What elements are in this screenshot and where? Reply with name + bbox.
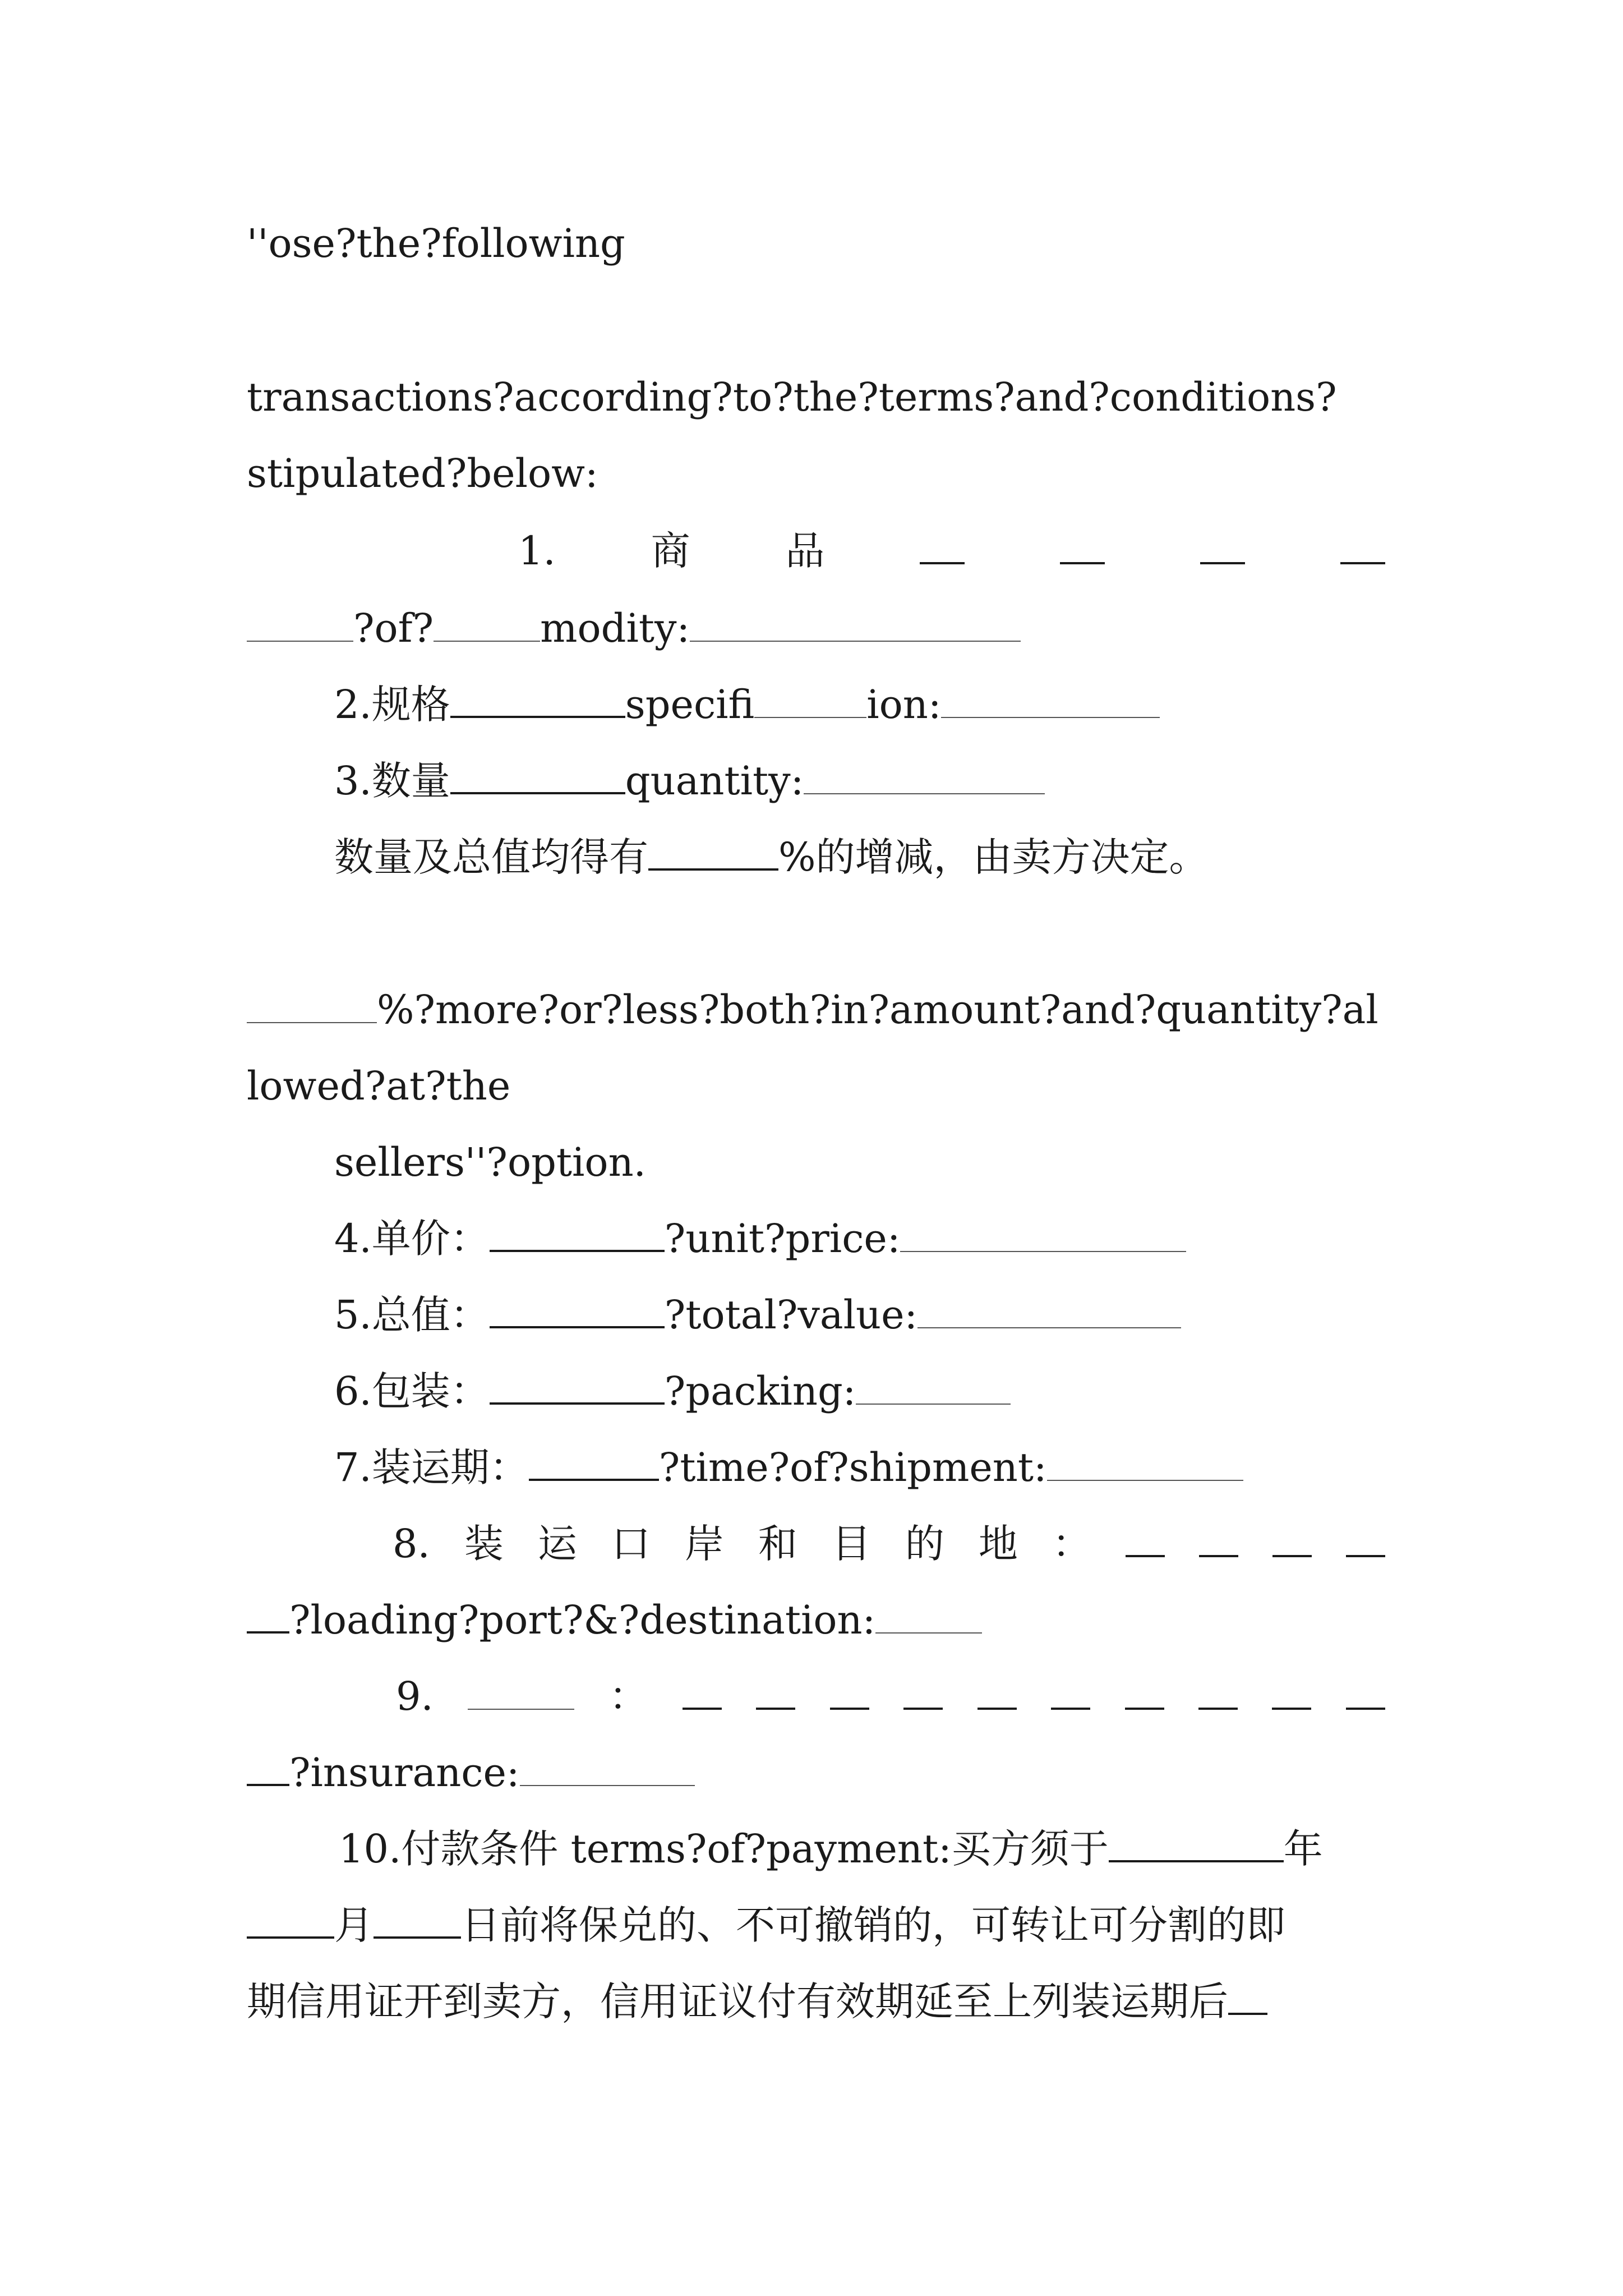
blank-line: [247, 1750, 289, 1786]
item-4: [334, 1212, 1385, 1268]
item-10-text-3: 期信用证开到卖方，信用证议付有效期延至上列装运期后: [247, 1978, 1228, 2024]
blank-segment: [1272, 1674, 1311, 1710]
item-1-label-char: 商: [651, 528, 690, 574]
blank-line: [690, 607, 1021, 642]
blank-segment: [903, 1674, 943, 1710]
blank-line: [247, 1903, 334, 1939]
blank-segment: [1198, 1674, 1238, 1710]
blank-segment: [756, 1674, 795, 1710]
blank-segment: [1126, 1521, 1165, 1557]
item-7-prefix: 7.装运期：: [334, 1444, 529, 1490]
item-8-line-2: [247, 1593, 1385, 1649]
blank-line: [941, 683, 1160, 718]
blank-line: [529, 1445, 659, 1481]
item-7: [334, 1441, 1385, 1497]
item-10-line-3: [247, 1975, 1385, 2031]
blank-line: [917, 1294, 1181, 1328]
item-1-label-char: 品: [785, 528, 825, 574]
intro-line-3: stipulated?below:: [247, 450, 598, 496]
blank-segment: [1346, 1521, 1385, 1557]
blank-line: [856, 1370, 1011, 1405]
tolerance-cn-prefix: 数量及总值均得有: [334, 834, 648, 880]
item-8-label-char: ：: [1052, 1521, 1091, 1567]
blank-segment: [1346, 1674, 1385, 1710]
item-3: [334, 754, 1385, 810]
item-8-label-char: 目: [831, 1521, 871, 1567]
blank-line: [754, 683, 866, 718]
item-9-insurance: ?insurance:: [289, 1750, 520, 1796]
item-9-colon: ：: [608, 1673, 648, 1719]
blank-line: [1047, 1446, 1243, 1481]
blank-segment: [978, 1674, 1017, 1710]
blank-segment: [1200, 528, 1245, 564]
item-6-packing: ?packing:: [664, 1368, 856, 1414]
item-4-unit-price: ?unit?price:: [664, 1216, 901, 1262]
blank-line: [374, 1903, 461, 1939]
item-5-total-value: ?total?value:: [664, 1292, 918, 1338]
item-9-line-1: [396, 1669, 1385, 1726]
item-1-of: ?of?: [353, 605, 434, 651]
item-2-ion: ion:: [866, 682, 942, 728]
blank-segment: [1060, 528, 1105, 564]
item-2: [334, 678, 1385, 734]
item-2-prefix: 2.规格: [334, 682, 450, 728]
blank-segment: [920, 528, 965, 564]
blank-line: [468, 1675, 574, 1710]
tolerance-en-line-2: lowed?at?the: [247, 1063, 511, 1109]
item-10-line-2: [247, 1898, 1385, 1954]
item-1-line-1: [518, 524, 1385, 580]
item-5-prefix: 5.总值：: [334, 1292, 490, 1338]
blank-line: [648, 835, 778, 871]
blank-line: [804, 760, 1045, 794]
blank-line: [1228, 1979, 1267, 2015]
item-10-day-text: 日前将保兑的、不可撤销的，可转让可分割的即: [461, 1902, 1285, 1948]
tolerance-cn-suffix: %的增减，由卖方决定。: [778, 834, 1209, 880]
item-8-label-char: 的: [905, 1521, 944, 1567]
item-8-label-char: 地: [978, 1521, 1018, 1567]
blank-line: [247, 607, 353, 642]
blank-line: [1109, 1826, 1284, 1862]
blank-line: [450, 682, 625, 718]
blank-line: [490, 1216, 665, 1252]
item-1-modity: modity:: [540, 605, 690, 651]
item-9-number: 9.: [396, 1673, 434, 1719]
blank-segment: [830, 1674, 869, 1710]
blank-segment: [683, 1674, 722, 1710]
intro-line-1: ''ose?the?following: [247, 220, 625, 266]
blank-segment: [1125, 1674, 1164, 1710]
blank-line: [450, 758, 625, 794]
blank-line: [900, 1217, 1186, 1252]
tolerance-cn: [334, 830, 1385, 886]
item-10-month: 月: [334, 1902, 374, 1948]
item-10-prefix: 10.付款条件 terms?of?payment:买方须于: [339, 1826, 1109, 1872]
tolerance-en-line-1: [247, 983, 1385, 1039]
tolerance-en-text-1: %?more?or?less?both?in?amount?and?quantity?al: [377, 987, 1378, 1033]
item-8-number: 8.: [393, 1521, 430, 1567]
blank-line: [875, 1599, 982, 1634]
item-6-prefix: 6.包装：: [334, 1368, 490, 1414]
blank-line: [490, 1369, 665, 1405]
item-10-year: 年: [1283, 1826, 1323, 1872]
blank-line: [247, 988, 377, 1023]
blank-line: [247, 1598, 289, 1634]
item-5: [334, 1288, 1385, 1344]
item-8-label-char: 口: [611, 1521, 651, 1567]
item-8-label-char: 装: [464, 1521, 504, 1567]
blank-line: [434, 607, 540, 642]
item-1-line-2: [247, 601, 1385, 657]
item-6: [334, 1364, 1385, 1420]
intro-line-2: transactions?according?to?the?terms?and?conditions?: [247, 374, 1337, 420]
item-8-label-char: 岸: [684, 1521, 724, 1567]
item-2-specifi: specifi: [625, 682, 755, 728]
item-8-line-1: [393, 1517, 1385, 1573]
item-8-loading-port: ?loading?port?&?destination:: [289, 1597, 876, 1643]
blank-segment: [1272, 1521, 1312, 1557]
item-8-label-char: 运: [537, 1521, 577, 1567]
item-1-number: 1.: [518, 528, 556, 574]
item-4-prefix: 4.单价：: [334, 1216, 490, 1262]
blank-segment: [1051, 1674, 1090, 1710]
item-3-quantity: quantity:: [625, 758, 804, 804]
item-9-line-2: [247, 1746, 1385, 1802]
item-7-time-of-shipment: ?time?of?shipment:: [658, 1444, 1047, 1490]
item-10-line-1: [339, 1822, 1385, 1878]
item-3-prefix: 3.数量: [334, 758, 450, 804]
blank-segment: [1199, 1521, 1238, 1557]
blank-segment: [1340, 528, 1385, 564]
blank-line: [520, 1751, 695, 1786]
blank-line: [490, 1292, 665, 1328]
tolerance-en-line-3: sellers''?option.: [334, 1139, 646, 1185]
item-8-label-char: 和: [758, 1521, 797, 1567]
